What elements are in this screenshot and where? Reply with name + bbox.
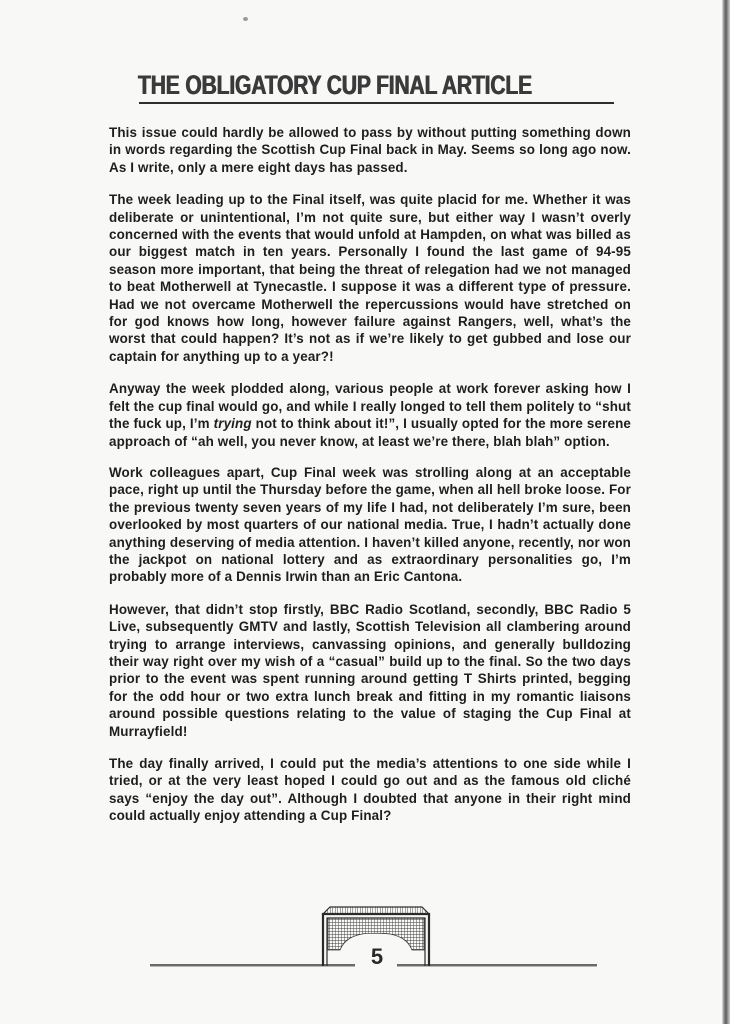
paragraph-week-plodded <box>109 380 631 450</box>
paragraph-media-attention: However, that didn’t stop firstly, BBC Radio Scotland, secondly, BBC Radio 5 Live, subsequently GMTV and lastly, Scottish Television all clambering around trying to arrange interviews, canvassing opinions, and generally bulldozing their way right over my wish of a “casual” build up to the final. So the two days prior to the event was spent running around getting T Shirts printed, begging for the odd hour or two extra lunch break and fitting in my romantic liaisons around possible questions relating to the value of staging the Cup Final at Murrayfield! <box>109 601 631 739</box>
scan-speck <box>243 17 248 21</box>
title-underline <box>139 102 614 104</box>
article-body <box>109 124 631 840</box>
paragraph-text: not to think about it!”, I usually opted for the more serene approach of “ah well, you never know, at least we’re there, blah blah” option. <box>109 416 631 449</box>
page-number: 5 <box>370 944 384 969</box>
article-title: THE OBLIGATORY CUP FINAL ARTICLE <box>138 70 532 100</box>
paragraph-day-arrived: The day finally arrived, I could put the media’s attentions to one side while I tried, or at the very least hoped I could go out and as the famous old cliché says “enjoy the day out”. Although I doubted that anyone in their right mind could actually enjoy attending a Cup Final? <box>109 756 631 824</box>
paragraph-intro: This issue could hardly be allowed to pass by without putting something down in words regarding the Scottish Cup Final back in May. Seems so long ago now. As I write, only a mere eight days has passed. <box>109 125 631 175</box>
page-edge-shadow <box>722 0 730 1024</box>
paragraph-text: Anyway the week plodded along, various people at work forever asking how I felt the cup final would go, and while I really longed to tell them politely to “shut the fuck up, I’m <box>109 381 631 432</box>
paragraph-work-colleagues: Work colleagues apart, Cup Final week was strolling along at an acceptable pace, right up until the Thursday before the game, when all hell broke loose. For the previous twenty seven years of my life I had, not deliberately I’m sure, been overlooked by most quarters of our national media. True, I hadn’t actually done anything deserving of media attention. I haven’t killed anyone, recently, nor won the jackpot on national lottery and as extraordinary personalities go, I’m probably more of a Dennis Irwin than an Eric Cantona. <box>109 464 631 585</box>
emphasis-trying: trying <box>213 416 252 432</box>
page-footer <box>150 900 598 970</box>
paragraph-week-leading-up: The week leading up to the Final itself, was quite placid for me. Whether it was deliberate or unintentional, I’m not quite sure, but either way I wasn’t overly concerned with the events that would unfold at Hampden, on what was billed as our biggest match in ten years. Personally I found the last game of 94-95 season more important, that being the threat of relegation had we not managed to beat Motherwell at Tynecastle. I suppose it was a different type of pressure. Had we not overcame Motherwell the repercussions would have stretched on for god knows how long, however failure against Rangers, well, what’s the worst that could happen? It’s not as if we’re likely to get gubbed and lose our captain for anything up to a year?! <box>109 192 631 364</box>
